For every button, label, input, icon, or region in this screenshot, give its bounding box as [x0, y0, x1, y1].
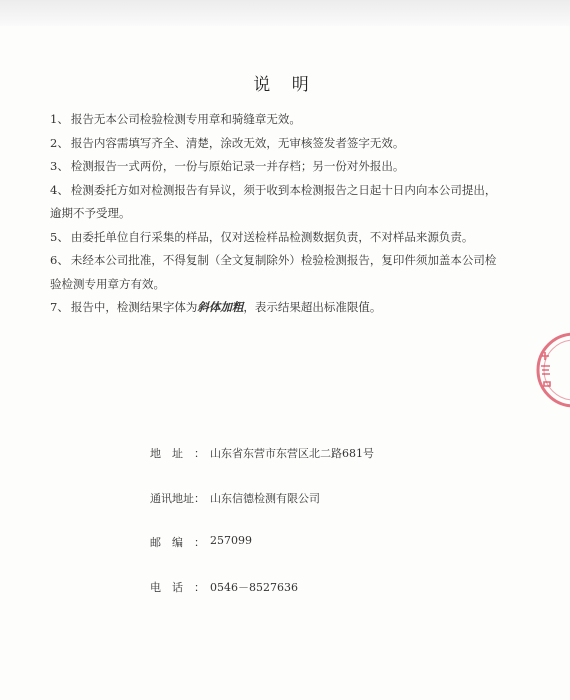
contact-mailing-row: [150, 490, 374, 535]
note-number: 1、: [50, 112, 69, 126]
note-text: 由委托单位自行采集的样品，仅对送检样品检测数据负责，不对样品来源负责。: [70, 229, 474, 244]
note-item: [50, 155, 500, 179]
note-text-after: ，表示结果超出标准限值。: [243, 300, 382, 314]
contact-info: [150, 445, 374, 623]
note-number: 4、: [50, 182, 69, 197]
note-item: [50, 226, 500, 250]
note-number: 5、: [50, 229, 69, 244]
note-text: 未经本公司批准，不得复制（全文复制除外）检验检测报告，复印件须加盖本公司检验检测专用章方有效。: [50, 253, 497, 291]
page-title: 说 明: [253, 75, 317, 95]
note-text: 报告无本公司检验检测专用章和骑缝章无效。: [70, 112, 301, 126]
note-number: 6、: [50, 253, 69, 267]
note-emphasis: 斜体加粗: [197, 300, 244, 314]
contact-address-row: [150, 445, 374, 490]
address-value: 山东省东营市东营区北二路681号: [210, 447, 374, 460]
seal-glyph-mark: [541, 352, 550, 386]
note-text-before: 报告中，检测结果字体为: [70, 300, 198, 314]
address-label: 地址：: [150, 447, 205, 460]
page-top-shadow: [0, 0, 570, 26]
postcode-label: 邮编：: [150, 536, 205, 549]
note-item: [50, 296, 500, 320]
note-item: [50, 108, 500, 132]
contact-phone-row: [150, 579, 374, 624]
note-text: 检测委托方如对检测报告有异议，须于收到本检测报告之日起十日内向本公司提出，逾期不予受理。: [50, 182, 497, 220]
phone-value: 0546－8527636: [210, 580, 298, 594]
note-number: 3、: [50, 159, 69, 173]
note-text: 报告内容需填写齐全、清楚，涂改无效，无审核签发者签字无效。: [70, 135, 405, 150]
note-number: 2、: [50, 135, 69, 150]
mailing-value: 山东信德检测有限公司: [210, 491, 320, 505]
red-seal-stamp: [528, 330, 570, 410]
note-item: [50, 132, 500, 156]
phone-label: 电话：: [150, 580, 205, 594]
note-item: [50, 249, 500, 296]
postcode-value: 257099: [210, 534, 252, 547]
mailing-label: 通讯地址：: [150, 491, 205, 505]
contact-postcode-row: [150, 534, 374, 579]
note-item: [50, 179, 500, 226]
notes-list: [50, 108, 500, 320]
note-text: 检测报告一式两份，一份与原始记录一并存档；另一份对外报出。: [70, 159, 405, 173]
note-number: 7、: [50, 300, 69, 314]
